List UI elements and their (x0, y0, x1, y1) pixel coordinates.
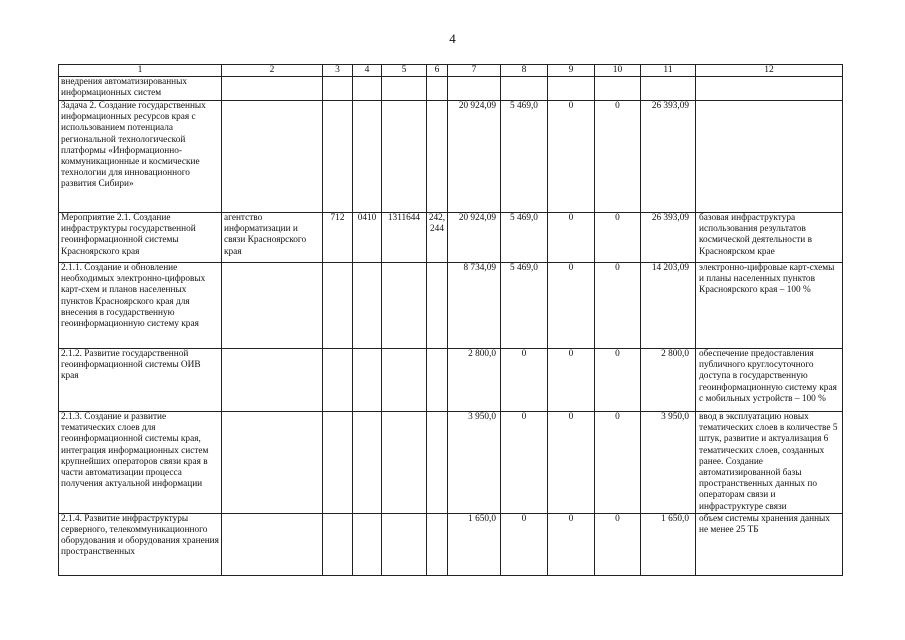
cell-result: объем системы хранения данных не менее 25 ТБ (696, 513, 843, 575)
cell-grbs (323, 349, 353, 412)
header-cell: 9 (548, 65, 595, 77)
cell-vr (427, 101, 448, 213)
cell-csr (382, 349, 427, 412)
cell-activity: 2.1.2. Развитие государственной геоинформационной системы ОИВ края (59, 349, 222, 412)
cell-amount: 0 (595, 101, 641, 213)
cell-amount: 0 (548, 213, 595, 263)
cell-rzpr (353, 513, 382, 575)
cell-total: 26 393,09 (641, 213, 696, 263)
cell-grbs (323, 263, 353, 349)
cell-amount: 0 (501, 513, 548, 575)
cell-amount: 0 (595, 213, 641, 263)
header-cell: 8 (501, 65, 548, 77)
cell-csr (382, 263, 427, 349)
header-cell: 1 (59, 65, 222, 77)
cell-rzpr: 0410 (353, 213, 382, 263)
table-row (59, 263, 843, 349)
cell-amount: 5 469,0 (501, 213, 548, 263)
cell-activity: 2.1.3. Создание и развитие тематических слоев для геоинформационной системы края, интеграция информационных систем крупнейших операторов связи края в части автоматизации процесса получения актуальной информации (59, 412, 222, 514)
cell-amount: 0 (595, 412, 641, 514)
cell-amount: 1 650,0 (448, 513, 501, 575)
header-cell: 3 (323, 65, 353, 77)
cell-activity: 2.1.1. Создание и обновление необходимых электронно-цифровых карт-схем и планов населенных пунктов Красноярского края для внесения в государственную геоинформационную систему края (59, 263, 222, 349)
cell-vr (427, 513, 448, 575)
cell-amount: 0 (548, 263, 595, 349)
cell-executor (222, 412, 323, 514)
table-row (59, 412, 843, 514)
cell-csr: 1311644 (382, 213, 427, 263)
cell-total: 3 950,0 (641, 412, 696, 514)
cell-amount: 0 (595, 349, 641, 412)
cell-amount (501, 77, 548, 101)
cell-amount: 0 (501, 349, 548, 412)
cell-total: 2 800,0 (641, 349, 696, 412)
header-cell: 5 (382, 65, 427, 77)
cell-amount: 0 (548, 101, 595, 213)
header-cell: 10 (595, 65, 641, 77)
cell-total (641, 77, 696, 101)
cell-amount: 20 924,09 (448, 101, 501, 213)
cell-amount: 0 (548, 412, 595, 514)
cell-grbs (323, 101, 353, 213)
cell-result (696, 77, 843, 101)
cell-rzpr (353, 77, 382, 101)
cell-amount: 5 469,0 (501, 101, 548, 213)
header-cell: 4 (353, 65, 382, 77)
budget-table (58, 64, 843, 576)
cell-amount: 0 (501, 412, 548, 514)
table-row (59, 213, 843, 263)
cell-total: 26 393,09 (641, 101, 696, 213)
table-row (59, 513, 843, 575)
cell-rzpr (353, 263, 382, 349)
cell-activity: внедрения автоматизированных информационных систем (59, 77, 222, 101)
page-number: 4 (449, 31, 456, 46)
cell-amount: 20 924,09 (448, 213, 501, 263)
cell-rzpr (353, 349, 382, 412)
header-cell: 6 (427, 65, 448, 77)
header-cell: 7 (448, 65, 501, 77)
cell-csr (382, 77, 427, 101)
cell-activity: 2.1.4. Развитие инфраструктуры серверного, телекоммуникационного оборудования и оборудования хранения пространственных (59, 513, 222, 575)
cell-grbs: 712 (323, 213, 353, 263)
table-row (59, 77, 843, 101)
cell-grbs (323, 77, 353, 101)
cell-csr (382, 101, 427, 213)
cell-vr (427, 349, 448, 412)
cell-executor (222, 349, 323, 412)
cell-amount: 0 (548, 349, 595, 412)
cell-amount: 3 950,0 (448, 412, 501, 514)
cell-amount (595, 77, 641, 101)
cell-csr (382, 513, 427, 575)
cell-activity: Задача 2. Создание государственных информационных ресурсов края с использованием потенциала региональной технологической платформы «Информационно-коммуникационные и космические технологии для инновационного развития Сибири» (59, 101, 222, 213)
cell-result: электронно-цифровые карт-схемы и планы населенных пунктов Красноярского края – 100 % (696, 263, 843, 349)
cell-amount: 5 469,0 (501, 263, 548, 349)
cell-executor (222, 101, 323, 213)
cell-total: 1 650,0 (641, 513, 696, 575)
table-header-row (59, 65, 843, 77)
cell-vr (427, 263, 448, 349)
cell-vr: 242, 244 (427, 213, 448, 263)
cell-activity: Мероприятие 2.1. Создание инфраструктуры государственной геоинформационной системы Красноярского края (59, 213, 222, 263)
cell-executor (222, 263, 323, 349)
cell-vr (427, 77, 448, 101)
cell-amount: 0 (548, 513, 595, 575)
header-cell: 12 (696, 65, 843, 77)
cell-amount: 2 800,0 (448, 349, 501, 412)
header-cell: 2 (222, 65, 323, 77)
cell-grbs (323, 513, 353, 575)
cell-amount: 0 (595, 263, 641, 349)
table-row (59, 349, 843, 412)
cell-amount (448, 77, 501, 101)
cell-executor (222, 77, 323, 101)
cell-grbs (323, 412, 353, 514)
header-cell: 11 (641, 65, 696, 77)
table-row (59, 101, 843, 213)
cell-amount: 8 734,09 (448, 263, 501, 349)
cell-total: 14 203,09 (641, 263, 696, 349)
cell-rzpr (353, 101, 382, 213)
cell-vr (427, 412, 448, 514)
cell-executor: агентство информатизации и связи Красноярского края (222, 213, 323, 263)
cell-result: ввод в эксплуатацию новых тематических слоев в количестве 5 штук, развитие и актуализация 6 тематических слоев, созданных ранее. Создание автоматизированной базы пространственных данных по операторам связи и инфраструктуре связи (696, 412, 843, 514)
cell-rzpr (353, 412, 382, 514)
cell-result: базовая инфраструктура использования результатов космической деятельности в Красноярском крае (696, 213, 843, 263)
cell-amount (548, 77, 595, 101)
cell-amount: 0 (595, 513, 641, 575)
cell-result: обеспечение предоставления публичного круглосуточного доступа в государственную геоинформационную систему края с мобильных устройств – 100 % (696, 349, 843, 412)
cell-result (696, 101, 843, 213)
cell-csr (382, 412, 427, 514)
cell-executor (222, 513, 323, 575)
